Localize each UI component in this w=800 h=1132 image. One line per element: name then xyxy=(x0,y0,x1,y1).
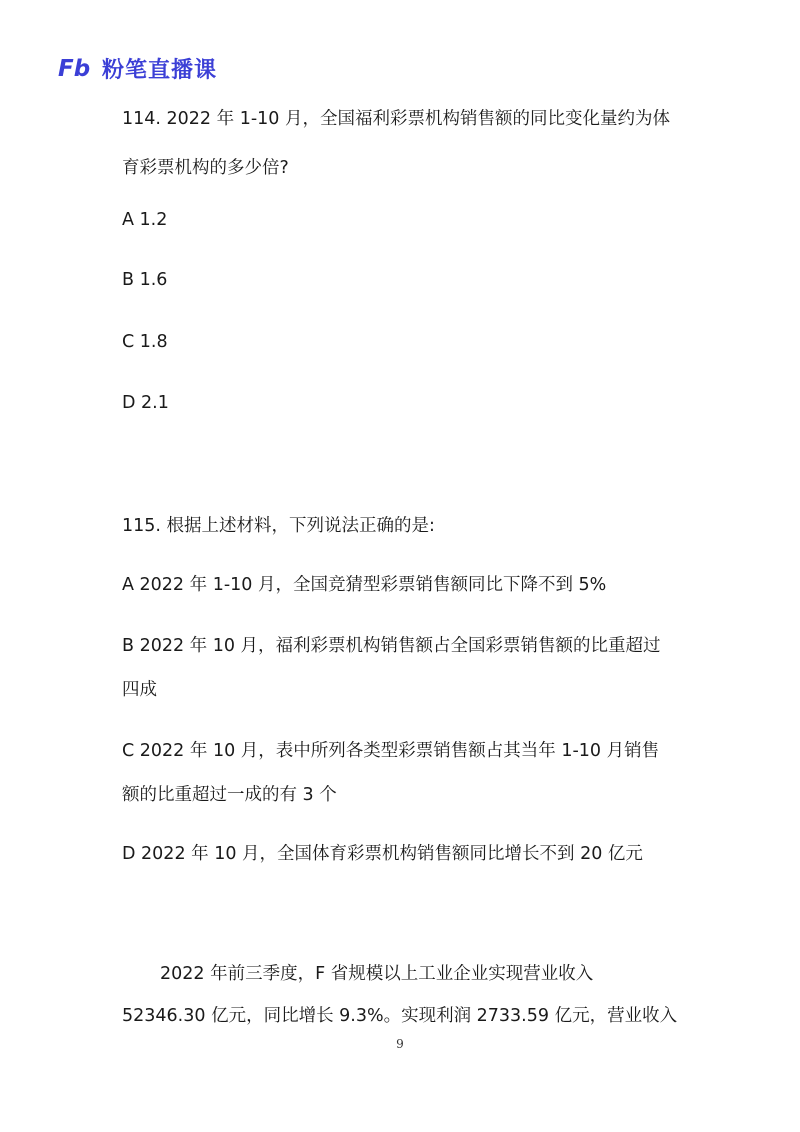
q115-option-c-line1: C 2022 年 10 月，表中所列各类型彩票销售额占其当年 1-10 月销售 xyxy=(122,741,660,761)
q115-option-b-line2: 四成 xyxy=(122,680,157,700)
q115-stem: 115. 根据上述材料，下列说法正确的是: xyxy=(122,516,435,536)
q114-option-a: A 1.2 xyxy=(122,210,168,230)
q115-option-a: A 2022 年 1-10 月，全国竞猜型彩票销售额同比下降不到 5% xyxy=(122,575,607,595)
material-line2: 52346.30 亿元，同比增长 9.3%。实现利润 2733.59 亿元，营业收入 xyxy=(122,1006,678,1026)
q115-option-c-line2: 额的比重超过一成的有 3 个 xyxy=(122,785,337,805)
svg-text:Fb: Fb xyxy=(58,56,91,81)
brand-name: 粉笔直播课 xyxy=(102,57,218,83)
q114-option-c: C 1.8 xyxy=(122,332,168,352)
q114-option-b: B 1.6 xyxy=(122,270,168,290)
q115-option-b-line1: B 2022 年 10 月，福利彩票机构销售额占全国彩票销售额的比重超过 xyxy=(122,636,661,656)
q114-option-d: D 2.1 xyxy=(122,393,169,413)
page-number: 9 xyxy=(396,1037,404,1051)
material-line1: 2022 年前三季度，F 省规模以上工业企业实现营业收入 xyxy=(160,964,594,984)
q114-stem-line1: 114. 2022 年 1-10 月，全国福利彩票机构销售额的同比变化量约为体 xyxy=(122,109,670,129)
page-header xyxy=(58,52,217,84)
q115-option-d: D 2022 年 10 月，全国体育彩票机构销售额同比增长不到 20 亿元 xyxy=(122,844,643,864)
fenbi-logo-icon xyxy=(58,55,96,81)
q114-stem-line2: 育彩票机构的多少倍? xyxy=(122,158,289,178)
